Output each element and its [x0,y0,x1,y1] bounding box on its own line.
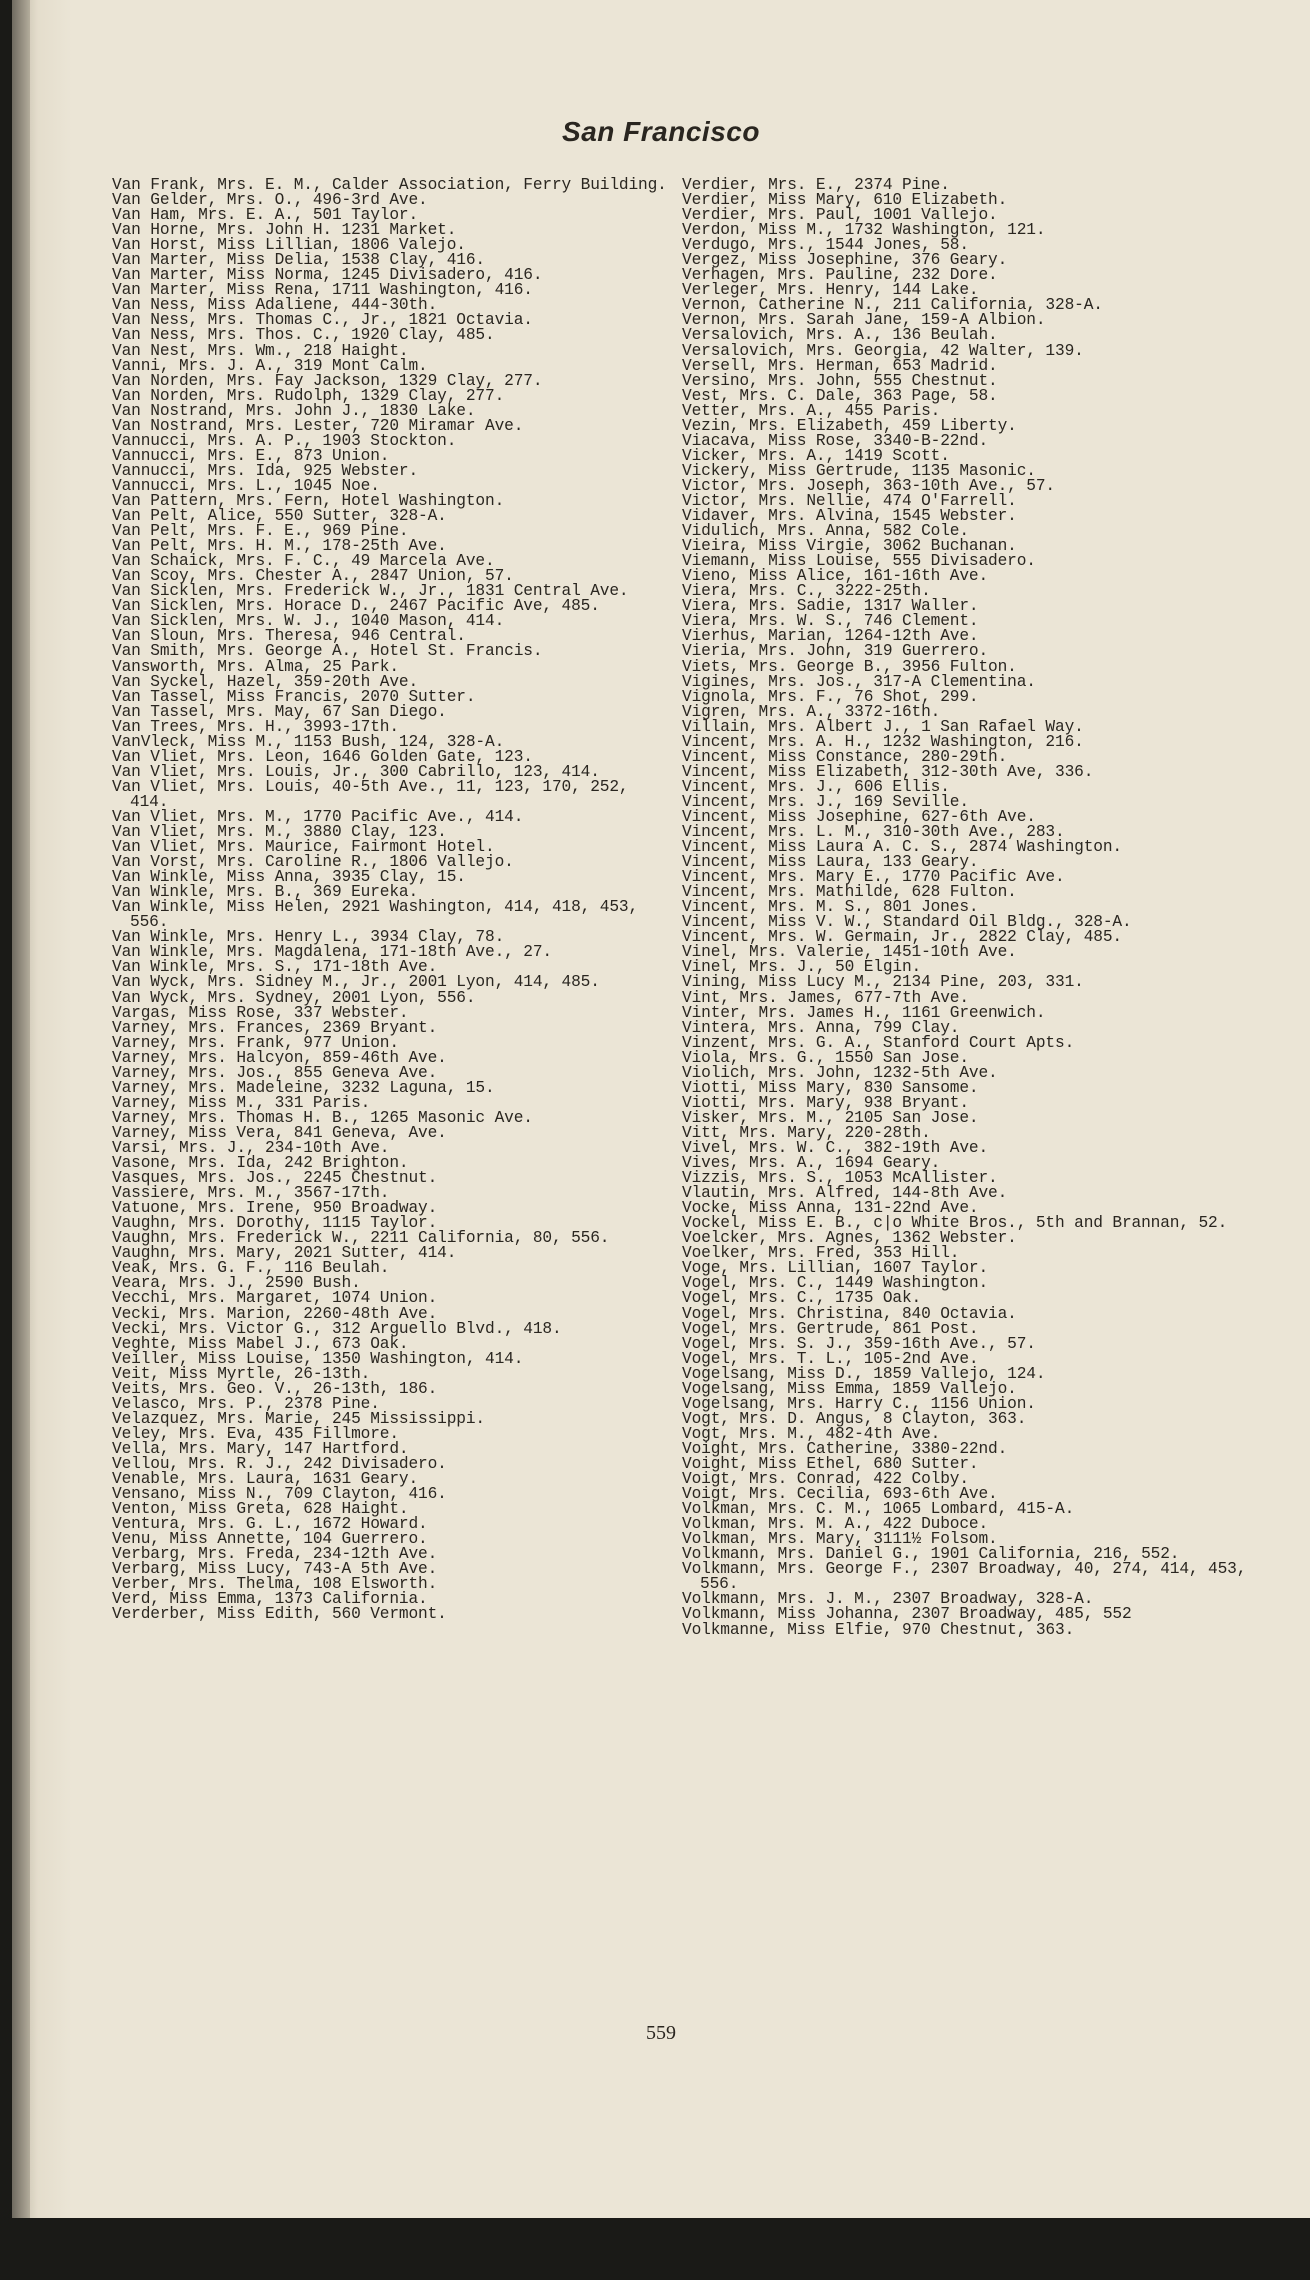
directory-entry: Van Tassel, Mrs. May, 67 San Diego. [112,702,447,721]
directory-entry: Vatuone, Mrs. Irene, 950 Broadway. [112,1199,438,1218]
directory-entry: Vansworth, Mrs. Alma, 25 Park. [112,657,399,676]
directory-entry: Van Sicklen, Mrs. W. J., 1040 Mason, 414. [112,612,505,631]
directory-entry: Vigines, Mrs. Jos., 317-A Clementina. [682,672,1036,691]
directory-entry: Vicker, Mrs. A., 1419 Scott. [682,446,950,465]
right-column [682,178,1252,1638]
directory-entry: Voelcker, Mrs. Agnes, 1362 Webster. [682,1229,1017,1248]
directory-entry: Volkman, Mrs. M. A., 422 Duboce. [682,1515,989,1534]
left-column [112,178,672,1623]
directory-entry: Vieno, Miss Alice, 161-16th Ave. [682,567,989,586]
directory-entry: Vogelsang, Miss D., 1859 Vallejo, 124. [682,1364,1046,1383]
directory-entry: Voelker, Mrs. Fred, 353 Hill. [682,1244,960,1263]
directory-entry: Vernon, Mrs. Sarah Jane, 159-A Albion. [682,311,1046,330]
directory-entry: Viera, Mrs. C., 3222-25th. [682,582,931,601]
directory-entry: Venton, Miss Greta, 628 Haight. [112,1500,409,1519]
directory-entry: Voight, Mrs. Catherine, 3380-22nd. [682,1439,1008,1458]
directory-entry: Vincent, Miss Constance, 280-29th. [682,747,1008,766]
directory-entry: Van Horst, Miss Lillian, 1806 Valejo. [112,236,466,255]
directory-entry: Verleger, Mrs. Henry, 144 Lake. [682,281,979,300]
directory-page [12,0,1310,2218]
directory-entry: Volkmann, Mrs. George F., 2307 Broadway, 40, 274, 414, 453, 556. [682,1560,1247,1594]
directory-entry: Verhagen, Mrs. Pauline, 232 Dore. [682,266,998,285]
directory-entry: Voigt, Mrs. Conrad, 422 Colby. [682,1470,969,1489]
directory-entry: Vellou, Mrs. R. J., 242 Divisadero. [112,1454,447,1473]
directory-entry: Viotti, Mrs. Mary, 938 Bryant. [682,1093,969,1112]
directory-entry: Van Vliet, Mrs. Louis, 40-5th Ave., 11, 123, 170, 252, 414. [112,777,629,811]
page-binding-edge [12,0,30,2218]
directory-entry: Violich, Mrs. John, 1232-5th Ave. [682,1063,998,1082]
directory-entry: Vierhus, Marian, 1264-12th Ave. [682,627,979,646]
directory-entry: Viotti, Miss Mary, 830 Sansome. [682,1078,979,1097]
directory-entry: Van Norden, Mrs. Fay Jackson, 1329 Clay, 277. [112,371,543,390]
directory-entry: Vinel, Mrs. Valerie, 1451-10th Ave. [682,943,1017,962]
directory-entry: Verd, Miss Emma, 1373 California. [112,1590,428,1609]
directory-entry: Van Marter, Miss Rena, 1711 Washington, 416. [112,281,533,300]
directory-entry: Victor, Mrs. Joseph, 363-10th Ave., 57. [682,476,1055,495]
directory-entry: Vidaver, Mrs. Alvina, 1545 Webster. [682,507,1017,526]
directory-entry: Vincent, Mrs. J., 169 Seville. [682,792,969,811]
directory-entry: Venable, Mrs. Laura, 1631 Geary. [112,1470,419,1489]
directory-entry: Volkmann, Mrs. J. M., 2307 Broadway, 328-A. [682,1590,1094,1609]
directory-entry: Vogt, Mrs. D. Angus, 8 Clayton, 363. [682,1409,1027,1428]
directory-entry: Volkmanne, Miss Elfie, 970 Chestnut, 363. [682,1620,1075,1639]
directory-entry: Van Smith, Mrs. George A., Hotel St. Francis. [112,642,543,661]
directory-entry: Viets, Mrs. George B., 3956 Fulton. [682,657,1017,676]
directory-entry: Vockel, Miss E. B., c|o White Bros., 5th and Brannan, 52. [682,1214,1228,1233]
directory-entry: Vincent, Mrs. Mathilde, 628 Fulton. [682,883,1017,902]
directory-entry: Vest, Mrs. C. Dale, 363 Page, 58. [682,386,998,405]
directory-entry: Van Vliet, Mrs. M., 1770 Pacific Ave., 414. [112,807,524,826]
directory-entry: Vlautin, Mrs. Alfred, 144-8th Ave. [682,1184,1008,1203]
directory-entry: Van Nostrand, Mrs. Lester, 720 Miramar Ave. [112,416,524,435]
directory-entry: Van Vliet, Mrs. Louis, Jr., 300 Cabrillo, 123, 414. [112,762,600,781]
directory-entry: Vincent, Miss Laura A. C. S., 2874 Washington. [682,838,1122,857]
directory-entry: Vincent, Miss Elizabeth, 312-30th Ave, 336. [682,762,1094,781]
directory-entry: Vinzent, Mrs. G. A., Stanford Court Apts. [682,1033,1075,1052]
directory-entry: Vidulich, Mrs. Anna, 582 Cole. [682,522,969,541]
directory-entry: Van Winkle, Mrs. S., 171-18th Ave. [112,958,438,977]
directory-entry: Volkman, Mrs. Mary, 3111½ Folsom. [682,1530,998,1549]
directory-entry: Vecki, Mrs. Victor G., 312 Arguello Blvd., 418. [112,1319,562,1338]
directory-entry: Vargas, Miss Rose, 337 Webster. [112,1003,409,1022]
directory-entry: Vassiere, Mrs. M., 3567-17th. [112,1184,390,1203]
directory-entry: Vogelsang, Miss Emma, 1859 Vallejo. [682,1379,1017,1398]
directory-entry: Vogel, Mrs. Christina, 840 Octavia. [682,1304,1017,1323]
directory-entry: Volkmann, Miss Johanna, 2307 Broadway, 485, 552 [682,1605,1132,1624]
directory-entry: Veley, Mrs. Eva, 435 Fillmore. [112,1424,399,1443]
directory-entry: Van Ness, Mrs. Thos. C., 1920 Clay, 485. [112,326,495,345]
directory-entry: Varney, Mrs. Frank, 977 Union. [112,1033,399,1052]
directory-entry: Van Winkle, Miss Helen, 2921 Washington, 414, 418, 453, 556. [112,898,639,932]
directory-entry: Van Winkle, Miss Anna, 3935 Clay, 15. [112,868,466,887]
directory-entry: Van Syckel, Hazel, 359-20th Ave. [112,672,419,691]
directory-entry: Vives, Mrs. A., 1694 Geary. [682,1154,941,1173]
directory-entry: Vint, Mrs. James, 677-7th Ave. [682,988,969,1007]
directory-entry: Van Nest, Mrs. Wm., 218 Haight. [112,341,409,360]
directory-entry: Vigren, Mrs. A., 3372-16th. [682,702,941,721]
directory-entry: Vecki, Mrs. Marion, 2260-48th Ave. [112,1304,438,1323]
directory-entry: Versino, Mrs. John, 555 Chestnut. [682,371,998,390]
directory-entry: Vizzis, Mrs. S., 1053 McAllister. [682,1169,998,1188]
directory-entry: Verdugo, Mrs., 1544 Jones, 58. [682,236,969,255]
directory-entry: Versell, Mrs. Herman, 653 Madrid. [682,356,998,375]
directory-entry: Van Ness, Mrs. Thomas C., Jr., 1821 Octavia. [112,311,533,330]
directory-entry: Van Wyck, Mrs. Sydney, 2001 Lyon, 556. [112,988,476,1007]
page-number: 559 [646,2022,676,2044]
directory-entry: Vocke, Miss Anna, 131-22nd Ave. [682,1199,979,1218]
directory-entry: Vogel, Mrs. S. J., 359-16th Ave., 57. [682,1334,1036,1353]
directory-entry: Verbarg, Mrs. Freda, 234-12th Ave. [112,1545,438,1564]
directory-entry: Vanni, Mrs. J. A., 319 Mont Calm. [112,356,428,375]
directory-entry: Versalovich, Mrs. Georgia, 42 Walter, 139. [682,341,1084,360]
directory-entry: Van Wyck, Mrs. Sidney M., Jr., 2001 Lyon, 414, 485. [112,973,600,992]
directory-entry: Viola, Mrs. G., 1550 San Jose. [682,1048,969,1067]
directory-entry: Van Horne, Mrs. John H. 1231 Market. [112,221,457,240]
directory-entry: Van Gelder, Mrs. O., 496-3rd Ave. [112,191,428,210]
directory-entry: Van Winkle, Mrs. Magdalena, 171-18th Ave., 27. [112,943,552,962]
directory-entry: Ventura, Mrs. G. L., 1672 Howard. [112,1515,428,1534]
directory-entry: Vecchi, Mrs. Margaret, 1074 Union. [112,1289,438,1308]
directory-entry: Voight, Miss Ethel, 680 Sutter. [682,1454,979,1473]
directory-entry: Van Vliet, Mrs. M., 3880 Clay, 123. [112,823,447,842]
directory-entry: Viera, Mrs. Sadie, 1317 Waller. [682,597,979,616]
directory-entry: Vogel, Mrs. C., 1449 Washington. [682,1274,989,1293]
directory-entry: Van Sicklen, Mrs. Horace D., 2467 Pacific Ave, 485. [112,597,600,616]
directory-entry: Vasques, Mrs. Jos., 2245 Chestnut. [112,1169,438,1188]
directory-entry: Vogelsang, Mrs. Harry C., 1156 Union. [682,1394,1036,1413]
directory-entry: Vogt, Mrs. M., 482-4th Ave. [682,1424,941,1443]
directory-entry: Vannucci, Mrs. A. P., 1903 Stockton. [112,431,457,450]
directory-entry: Vickery, Miss Gertrude, 1135 Masonic. [682,461,1036,480]
directory-entry: VanVleck, Miss M., 1153 Bush, 124, 328-A. [112,732,505,751]
directory-entry: Varney, Miss Vera, 841 Geneva, Ave. [112,1123,447,1142]
directory-entry: Vinel, Mrs. J., 50 Elgin. [682,958,922,977]
directory-entry: Van Schaick, Mrs. F. C., 49 Marcela Ave. [112,552,495,571]
directory-entry: Van Norden, Mrs. Rudolph, 1329 Clay, 277. [112,386,505,405]
directory-entry: Vezin, Mrs. Elizabeth, 459 Liberty. [682,416,1017,435]
directory-entry: Van Nostrand, Mrs. John J., 1830 Lake. [112,401,476,420]
directory-entry: Versalovich, Mrs. A., 136 Beulah. [682,326,998,345]
directory-entry: Vannucci, Mrs. Ida, 925 Webster. [112,461,419,480]
directory-entry: Van Trees, Mrs. H., 3993-17th. [112,717,399,736]
directory-entry: Van Pelt, Alice, 550 Sutter, 328-A. [112,507,447,526]
directory-entry: Viera, Mrs. W. S., 746 Clement. [682,612,979,631]
directory-entry: Veghte, Miss Mabel J., 673 Oak. [112,1334,409,1353]
directory-entry: Vincent, Miss Laura, 133 Geary. [682,853,979,872]
directory-entry: Verber, Mrs. Thelma, 108 Elsworth. [112,1575,438,1594]
directory-entry: Vintera, Mrs. Anna, 799 Clay. [682,1018,960,1037]
directory-entry: Vannucci, Mrs. L., 1045 Noe. [112,476,380,495]
page-title: San Francisco [562,116,760,147]
directory-entry: Vincent, Mrs. J., 606 Ellis. [682,777,950,796]
directory-entry: Villain, Mrs. Albert J., 1 San Rafael Way. [682,717,1084,736]
directory-entry: Vincent, Mrs. M. S., 801 Jones. [682,898,979,917]
directory-entry: Van Marter, Miss Delia, 1538 Clay, 416. [112,251,485,270]
directory-entry: Vincent, Miss V. W., Standard Oil Bldg., 328-A. [682,913,1132,932]
directory-entry: Van Sicklen, Mrs. Frederick W., Jr., 1831 Central Ave. [112,582,629,601]
directory-entry: Venu, Miss Annette, 104 Guerrero. [112,1530,428,1549]
directory-entry: Van Pelt, Mrs. H. M., 178-25th Ave. [112,537,447,556]
directory-entry: Varney, Mrs. Frances, 2369 Bryant. [112,1018,438,1037]
directory-entry: Van Vorst, Mrs. Caroline R., 1806 Vallejo. [112,853,514,872]
directory-entry: Vaughn, Mrs. Dorothy, 1115 Taylor. [112,1214,438,1233]
directory-entry: Van Vliet, Mrs. Maurice, Fairmont Hotel. [112,838,495,857]
directory-entry: Vincent, Mrs. L. M., 310-30th Ave., 283. [682,823,1065,842]
directory-entry: Vignola, Mrs. F., 76 Shot, 299. [682,687,979,706]
directory-entry: Veits, Mrs. Geo. V., 26-13th, 186. [112,1379,438,1398]
directory-entry: Vining, Miss Lucy M., 2134 Pine, 203, 331. [682,973,1084,992]
directory-entry: Van Tassel, Miss Francis, 2070 Sutter. [112,687,476,706]
directory-entry: Volkman, Mrs. C. M., 1065 Lombard, 415-A. [682,1500,1075,1519]
directory-entry: Vensano, Miss N., 709 Clayton, 416. [112,1485,447,1504]
directory-entry: Verdier, Mrs. E., 2374 Pine. [682,176,950,194]
directory-entry: Vaughn, Mrs. Mary, 2021 Sutter, 414. [112,1244,457,1263]
directory-entry: Van Pelt, Mrs. F. E., 969 Pine. [112,522,409,541]
directory-entry: Van Winkle, Mrs. Henry L., 3934 Clay, 78. [112,928,505,947]
directory-entry: Vitt, Mrs. Mary, 220-28th. [682,1123,931,1142]
directory-entry: Vernon, Catherine N., 211 California, 328-A. [682,296,1103,315]
directory-entry: Van Winkle, Mrs. B., 369 Eureka. [112,883,419,902]
directory-entry: Vieira, Miss Virgie, 3062 Buchanan. [682,537,1017,556]
directory-entry: Van Scoy, Mrs. Chester A., 2847 Union, 57. [112,567,514,586]
directory-entry: Voge, Mrs. Lillian, 1607 Taylor. [682,1259,989,1278]
directory-entry: Verbarg, Miss Lucy, 743-A 5th Ave. [112,1560,438,1579]
directory-entry: Vieria, Mrs. John, 319 Guerrero. [682,642,989,661]
directory-entry: Velazquez, Mrs. Marie, 245 Mississippi. [112,1409,485,1428]
directory-entry: Veiller, Miss Louise, 1350 Washington, 414. [112,1349,524,1368]
directory-entry: Van Ness, Miss Adaliene, 444-30th. [112,296,438,315]
directory-entry: Vincent, Miss Josephine, 627-6th Ave. [682,807,1036,826]
directory-entry: Veit, Miss Myrtle, 26-13th. [112,1364,371,1383]
directory-entry: Verderber, Miss Edith, 560 Vermont. [112,1605,447,1624]
directory-entry: Vogel, Mrs. T. L., 105-2nd Ave. [682,1349,979,1368]
directory-entry: Varney, Mrs. Thomas H. B., 1265 Masonic Ave. [112,1108,533,1127]
directory-entry: Veara, Mrs. J., 2590 Bush. [112,1274,361,1293]
directory-entry: Volkmann, Mrs. Daniel G., 1901 California, 216, 552. [682,1545,1180,1564]
directory-entry: Varney, Mrs. Madeleine, 3232 Laguna, 15. [112,1078,495,1097]
directory-entry: Van Frank, Mrs. E. M., Calder Association, Ferry Building. [112,176,667,194]
directory-entry: Vaughn, Mrs. Frederick W., 2211 California, 80, 556. [112,1229,610,1248]
directory-entry: Varney, Mrs. Jos., 855 Geneva Ave. [112,1063,438,1082]
directory-entry: Vinter, Mrs. James H., 1161 Greenwich. [682,1003,1046,1022]
directory-entry: Van Vliet, Mrs. Leon, 1646 Golden Gate, 123. [112,747,533,766]
directory-entry: Vetter, Mrs. A., 455 Paris. [682,401,941,420]
directory-entry: Van Sloun, Mrs. Theresa, 946 Central. [112,627,466,646]
directory-entry: Varney, Mrs. Halcyon, 859-46th Ave. [112,1048,447,1067]
directory-entry: Vincent, Mrs. W. Germain, Jr., 2822 Clay, 485. [682,928,1122,947]
directory-entry: Vogel, Mrs. C., 1735 Oak. [682,1289,922,1308]
directory-entry: Van Ham, Mrs. E. A., 501 Taylor. [112,206,419,225]
directory-entry: Vella, Mrs. Mary, 147 Hartford. [112,1439,409,1458]
directory-entry: Vergez, Miss Josephine, 376 Geary. [682,251,1008,270]
directory-entry: Vasone, Mrs. Ida, 242 Brighton. [112,1154,409,1173]
directory-entry: Verdier, Miss Mary, 610 Elizabeth. [682,191,1008,210]
directory-entry: Voigt, Mrs. Cecilia, 693-6th Ave. [682,1485,998,1504]
directory-entry: Veak, Mrs. G. F., 116 Beulah. [112,1259,390,1278]
directory-entry: Vivel, Mrs. W. C., 382-19th Ave. [682,1139,989,1157]
directory-entry: Van Pattern, Mrs. Fern, Hotel Washington. [112,491,505,510]
directory-entry: Vogel, Mrs. Gertrude, 861 Post. [682,1319,979,1338]
directory-entry: Van Marter, Miss Norma, 1245 Divisadero, 416. [112,266,543,285]
directory-entry: Velasco, Mrs. P., 2378 Pine. [112,1394,380,1413]
directory-entry: Viemann, Miss Louise, 555 Divisadero. [682,552,1036,571]
directory-entry: Varney, Miss M., 331 Paris. [112,1093,371,1112]
directory-entry: Vannucci, Mrs. E., 873 Union. [112,446,390,465]
directory-entry: Viacava, Miss Rose, 3340-B-22nd. [682,431,989,450]
directory-entry: Verdon, Miss M., 1732 Washington, 121. [682,221,1046,240]
directory-entry: Varsi, Mrs. J., 234-10th Ave. [112,1139,390,1157]
directory-entry: Victor, Mrs. Nellie, 474 O'Farrell. [682,491,1017,510]
directory-entry: Visker, Mrs. M., 2105 San Jose. [682,1108,979,1127]
directory-entry: Verdier, Mrs. Paul, 1001 Vallejo. [682,206,998,225]
directory-entry: Vincent, Mrs. A. H., 1232 Washington, 216. [682,732,1084,751]
directory-entry: Vincent, Mrs. Mary E., 1770 Pacific Ave. [682,868,1065,887]
